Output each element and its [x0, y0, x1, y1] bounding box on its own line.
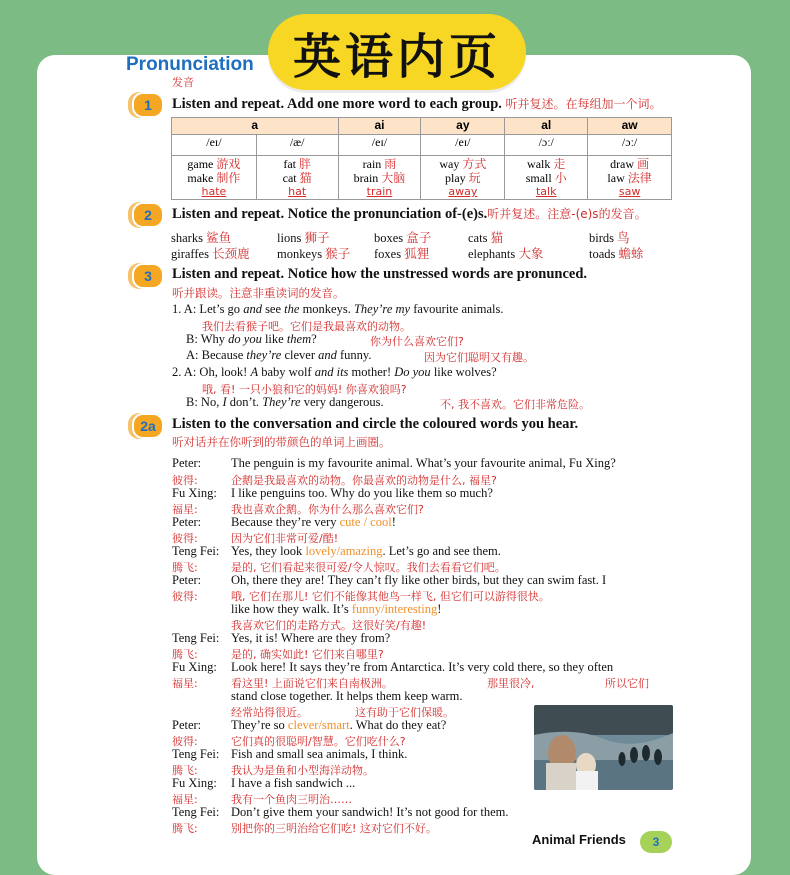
conversation-line: The penguin is my favourite animal. What’s your favourite animal, Fu Xing? — [231, 456, 616, 470]
sound-cell: /ɔː/ — [588, 135, 672, 156]
conversation-translation: 企鹅是我最喜欢的动物。你最喜欢的动物是什么, 福星? — [231, 474, 497, 487]
conversation-translation: 哦, 它们在那儿! 它们不能像其他鸟一样飞, 但它们可以游得很快。 — [231, 590, 550, 603]
answer-word: talk — [535, 185, 557, 198]
conversation-line: Yes, they look lovely/amazing. Let’s go and see them. — [231, 544, 501, 558]
dialogue-translation: 因为它们聪明又有趣。 — [424, 351, 534, 364]
exercise-3-subtitle: 听并跟读。注意非重读词的发音。 — [172, 286, 345, 300]
speaker-name-cn: 彼得: — [172, 474, 198, 487]
word-cell: walk 走 small 小 talk — [505, 156, 588, 200]
exercise-2-title: Listen and repeat. Notice the pronunciation of-(e)s.听并复述。注意-(e)s的发音。 — [172, 206, 647, 222]
speaker-name: Fu Xing: — [172, 660, 217, 674]
section-title: Pronunciation — [126, 54, 254, 75]
word-cell: game 游戏 make 制作 hate — [172, 156, 257, 200]
conversation-translation: 所以它们 — [605, 677, 649, 690]
speaker-name: Fu Xing: — [172, 776, 217, 790]
conversation-line: Oh, there they are! They can’t fly like other birds, but they can swim fast. I — [231, 573, 607, 587]
word-cell: draw 画 law 法律 saw — [588, 156, 672, 200]
conversation-translation: 是的, 它们看起来很可爱/令人惊叹。我们去看看它们吧。 — [231, 561, 506, 574]
dialogue-line: 2. A: Oh, look! A baby wolf and its mother! Do you like wolves? — [172, 365, 497, 379]
phonics-table — [171, 117, 672, 200]
exercise-3-title: Listen and repeat. Notice how the unstressed words are pronunced. — [172, 266, 588, 282]
exercise-2a-title: Listen to the conversation and circle the coloured words you hear. — [172, 416, 579, 432]
dialogue-line: B: Why do you like them? — [186, 332, 317, 346]
unit-footer-title: Animal Friends — [532, 832, 626, 847]
sound-cell: /æ/ — [256, 135, 338, 156]
speaker-name-cn: 腾飞: — [172, 561, 198, 574]
exercise-2-badge: 2 — [132, 202, 164, 228]
speaker-name-cn: 彼得: — [172, 590, 198, 603]
word-cell: way 方式 play 玩 away — [421, 156, 505, 200]
coloured-word-choice[interactable]: lovely/amazing — [305, 544, 383, 558]
page-number: 3 — [640, 831, 672, 853]
exercise-1-title: Listen and repeat. Add one more word to each group. 听并复述。在每组加一个词。 — [172, 96, 662, 112]
conversation-line: Fish and small sea animals, I think. — [231, 747, 408, 761]
speaker-name: Teng Fei: — [172, 544, 220, 558]
conversation-translation: 这有助于它们保暖。 — [355, 706, 454, 719]
exercise-2a-subtitle: 听对话并在你听到的带颜色的单词上画圈。 — [172, 435, 391, 449]
conversation-line: Because they’re very cute / cool! — [231, 515, 396, 529]
dialogue-translation: 哦, 看! 一只小狼和它的妈妈! 你喜欢狼吗? — [202, 383, 407, 396]
plural-word: sharks 鲨鱼 — [171, 230, 232, 245]
conversation-translation: 经常站得很近。 — [231, 706, 308, 719]
group-header: al — [505, 118, 588, 135]
dialogue-line: 1. A: Let’s go and see the monkeys. They’re my favourite animals. — [172, 302, 504, 316]
speaker-name-cn: 腾飞: — [172, 764, 198, 777]
conversation-translation: 别把你的三明治给它们吃! 这对它们不好。 — [231, 822, 437, 835]
conversation-line: I have a fish sandwich ... — [231, 776, 356, 790]
coloured-word-choice[interactable]: cute / cool — [339, 515, 392, 529]
speaker-name: Fu Xing: — [172, 486, 217, 500]
speaker-name-cn: 福星: — [172, 793, 198, 806]
conversation-translation: 因为它们非常可爱/酷! — [231, 532, 339, 545]
sound-cell: /eɪ/ — [172, 135, 257, 156]
exercise-1-badge: 1 — [132, 92, 164, 118]
conversation-translation: 我喜欢它们的走路方式。这很好笑/有趣! — [231, 619, 427, 632]
answer-word: hate — [201, 185, 227, 198]
exercise-3-badge: 3 — [132, 263, 164, 289]
plural-word: boxes 盒子 — [374, 230, 432, 245]
plural-word: monkeys 猴子 — [277, 246, 351, 261]
dialogue-translation: 不, 我不喜欢。它们非常危险。 — [440, 398, 590, 411]
conversation-translation: 我也喜欢企鹅。你为什么那么喜欢它们? — [231, 503, 424, 516]
speaker-name-cn: 腾飞: — [172, 648, 198, 661]
section-subtitle: 发音 — [172, 76, 194, 89]
plural-word: birds 鸟 — [589, 230, 630, 245]
penguin-enclosure-photo — [534, 705, 673, 790]
conversation-translation: 那里很冷, — [487, 677, 535, 690]
speaker-name: Teng Fei: — [172, 805, 220, 819]
speaker-name: Teng Fei: — [172, 631, 220, 645]
speaker-name-cn: 腾飞: — [172, 822, 198, 835]
speaker-name: Peter: — [172, 456, 202, 470]
speaker-name-cn: 彼得: — [172, 735, 198, 748]
conversation-line: I like penguins too. Why do you like them so much? — [231, 486, 493, 500]
dialogue-line: A: Because they’re clever and funny. — [186, 348, 372, 362]
answer-word: away — [448, 185, 478, 198]
conversation-translation: 是的, 确实如此! 它们来自哪里? — [231, 648, 384, 661]
conversation-line: stand close together. It helps them keep warm. — [231, 689, 463, 703]
coloured-word-choice[interactable]: funny/interesting — [351, 602, 438, 616]
answer-word: saw — [618, 185, 641, 198]
word-cell: fat 胖 cat 猫 hat — [256, 156, 338, 200]
dialogue-translation: 你为什么喜欢它们? — [370, 335, 464, 348]
speaker-name: Peter: — [172, 515, 202, 529]
plural-word: giraffes 长颈鹿 — [171, 246, 250, 261]
speaker-name: Peter: — [172, 573, 202, 587]
dialogue-line: B: No, I don’t. They’re very dangerous. — [186, 395, 384, 409]
conversation-translation: 我认为是鱼和小型海洋动物。 — [231, 764, 374, 777]
conversation-line: Don’t give them your sandwich! It’s not good for them. — [231, 805, 509, 819]
speaker-name-cn: 福星: — [172, 677, 198, 690]
speaker-name-cn: 福星: — [172, 503, 198, 516]
banner-title: 英语内页 — [292, 28, 501, 85]
plural-word: elephants 大象 — [468, 246, 544, 261]
plural-word: lions 狮子 — [277, 230, 330, 245]
speaker-name-cn: 彼得: — [172, 532, 198, 545]
conversation-translation: 我有一个鱼肉三明治…… — [231, 793, 352, 806]
answer-word: hat — [288, 185, 307, 198]
answer-word: train — [366, 185, 393, 198]
word-cell: rain 雨 brain 大脑 train — [338, 156, 421, 200]
conversation-translation: 看这里! 上面说它们来自南极洲。 — [231, 677, 393, 690]
conversation-line: like how they walk. It’s funny/interesting! — [231, 602, 442, 616]
sound-cell: /ɔː/ — [505, 135, 588, 156]
speaker-name: Peter: — [172, 718, 202, 732]
plural-word: cats 猫 — [468, 230, 504, 245]
group-header: a — [172, 118, 339, 135]
coloured-word-choice[interactable]: clever/smart — [287, 718, 350, 732]
group-header: ay — [421, 118, 505, 135]
group-header: aw — [588, 118, 672, 135]
conversation-line: They’re so clever/smart. What do they eat? — [231, 718, 447, 732]
conversation-line: Yes, it is! Where are they from? — [231, 631, 391, 645]
group-header: ai — [338, 118, 421, 135]
sound-cell: /eɪ/ — [421, 135, 505, 156]
exercise-2a-badge: 2a — [132, 413, 164, 439]
conversation-translation: 它们真的很聪明/智慧。它们吃什么? — [231, 735, 406, 748]
plural-word: foxes 狐狸 — [374, 246, 430, 261]
conversation-line: Look here! It says they’re from Antarctica. It’s very cold there, so they often — [231, 660, 614, 674]
speaker-name: Teng Fei: — [172, 747, 220, 761]
sound-cell: /eɪ/ — [338, 135, 421, 156]
dialogue-translation: 我们去看猴子吧。它们是我最喜欢的动物。 — [202, 320, 411, 333]
plural-word: toads 蟾蜍 — [589, 246, 644, 261]
page-banner — [268, 14, 526, 90]
